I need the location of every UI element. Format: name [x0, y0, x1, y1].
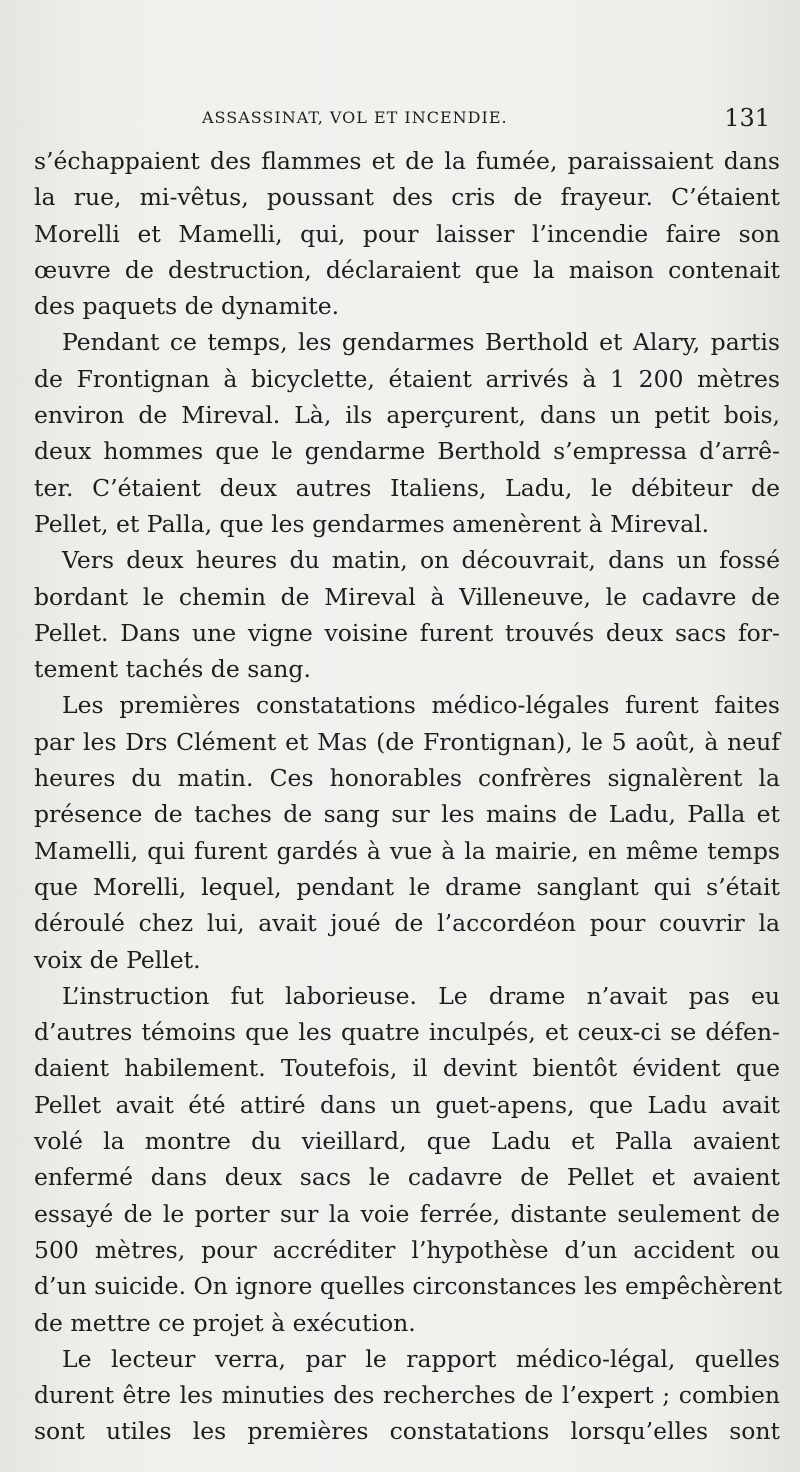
text-line: déroulé chez lui, avait joué de l’accordéon pour couvrir la	[34, 909, 780, 938]
running-head: ASSASSINAT, VOL ET INCENDIE.	[202, 108, 508, 127]
text-line: Pellet. Dans une vigne voisine furent trouvés deux sacs for-	[34, 618, 780, 647]
text-line: Les premières constatations médico-légales furent faites	[62, 691, 780, 720]
text-line: 500 mètres, pour accréditer l’hypothèse d’un accident ou	[34, 1235, 780, 1264]
text-line: d’autres témoins que les quatre inculpés, et ceux-ci se défen-	[34, 1018, 780, 1047]
text-line: voix de Pellet.	[34, 945, 201, 974]
text-line: environ de Mireval. Là, ils aperçurent, dans un petit bois,	[34, 401, 780, 430]
text-line: par les Drs Clément et Mas (de Frontignan), le 5 août, à neuf	[34, 727, 780, 756]
text-line: tement tachés de sang.	[34, 655, 311, 684]
text-line: présence de taches de sang sur les mains de Ladu, Palla et	[34, 800, 780, 829]
text-line: L’instruction fut laborieuse. Le drame n’avait pas eu	[62, 981, 780, 1010]
text-line: Le lecteur verra, par le rapport médico-légal, quelles	[62, 1344, 780, 1373]
body-text	[34, 143, 783, 1450]
text-line: s’échappaient des flammes et de la fumée, paraissaient dans	[34, 147, 780, 175]
text-line: volé la montre du vieillard, que Ladu et Palla avaient	[34, 1127, 780, 1156]
text-line: la rue, mi-vêtus, poussant des cris de frayeur. C’étaient	[34, 183, 780, 212]
text-line: que Morelli, lequel, pendant le drame sanglant qui s’était	[34, 872, 780, 901]
text-line: daient habilement. Toutefois, il devint bientôt évident que	[34, 1054, 780, 1083]
text-line: ter. C’étaient deux autres Italiens, Ladu, le débiteur de	[34, 473, 780, 502]
text-line: Morelli et Mamelli, qui, pour laisser l’incendie faire son	[34, 219, 780, 248]
text-line: durent être les minuties des recherches de l’expert ; combien	[34, 1381, 780, 1410]
text-line: de Frontignan à bicyclette, étaient arrivés à 1 200 mètres	[34, 364, 780, 393]
text-line: sont utiles les premières constatations lorsqu’elles sont	[34, 1417, 780, 1446]
paragraph	[34, 1341, 780, 1450]
page-header	[0, 104, 800, 134]
paragraph	[34, 542, 780, 687]
text-line: Pellet, et Palla, que les gendarmes amenèrent à Mireval.	[34, 509, 710, 538]
text-line: essayé de le porter sur la voie ferrée, distante seulement de	[34, 1199, 780, 1228]
text-line: deux hommes que le gendarme Berthold s’empressa d’arrê-	[34, 437, 780, 466]
text-line: des paquets de dynamite.	[34, 292, 340, 321]
text-line: Pendant ce temps, les gendarmes Berthold et Alary, partis	[62, 328, 780, 357]
text-line: œuvre de destruction, déclaraient que la maison contenait	[34, 255, 780, 284]
text-line: Pellet avait été attiré dans un guet-apens, que Ladu avait	[34, 1090, 780, 1119]
page-number: 131	[724, 104, 770, 132]
text-line: de mettre ce projet à exécution.	[34, 1308, 416, 1337]
paragraph	[34, 324, 780, 542]
text-line: bordant le chemin de Mireval à Villeneuve, le cadavre de	[34, 582, 780, 611]
text-line: d’un suicide. On ignore quelles circonstances les empêchèrent	[34, 1272, 783, 1301]
text-line: enfermé dans deux sacs le cadavre de Pellet et avaient	[34, 1163, 780, 1192]
text-line: Vers deux heures du matin, on découvrait, dans un fossé	[62, 546, 780, 575]
paragraph	[34, 978, 783, 1341]
text-line: heures du matin. Ces honorables confrères signalèrent la	[34, 764, 780, 793]
paragraph	[34, 687, 780, 977]
paragraph	[34, 143, 780, 324]
text-line: Mamelli, qui furent gardés à vue à la mairie, en même temps	[34, 836, 780, 865]
